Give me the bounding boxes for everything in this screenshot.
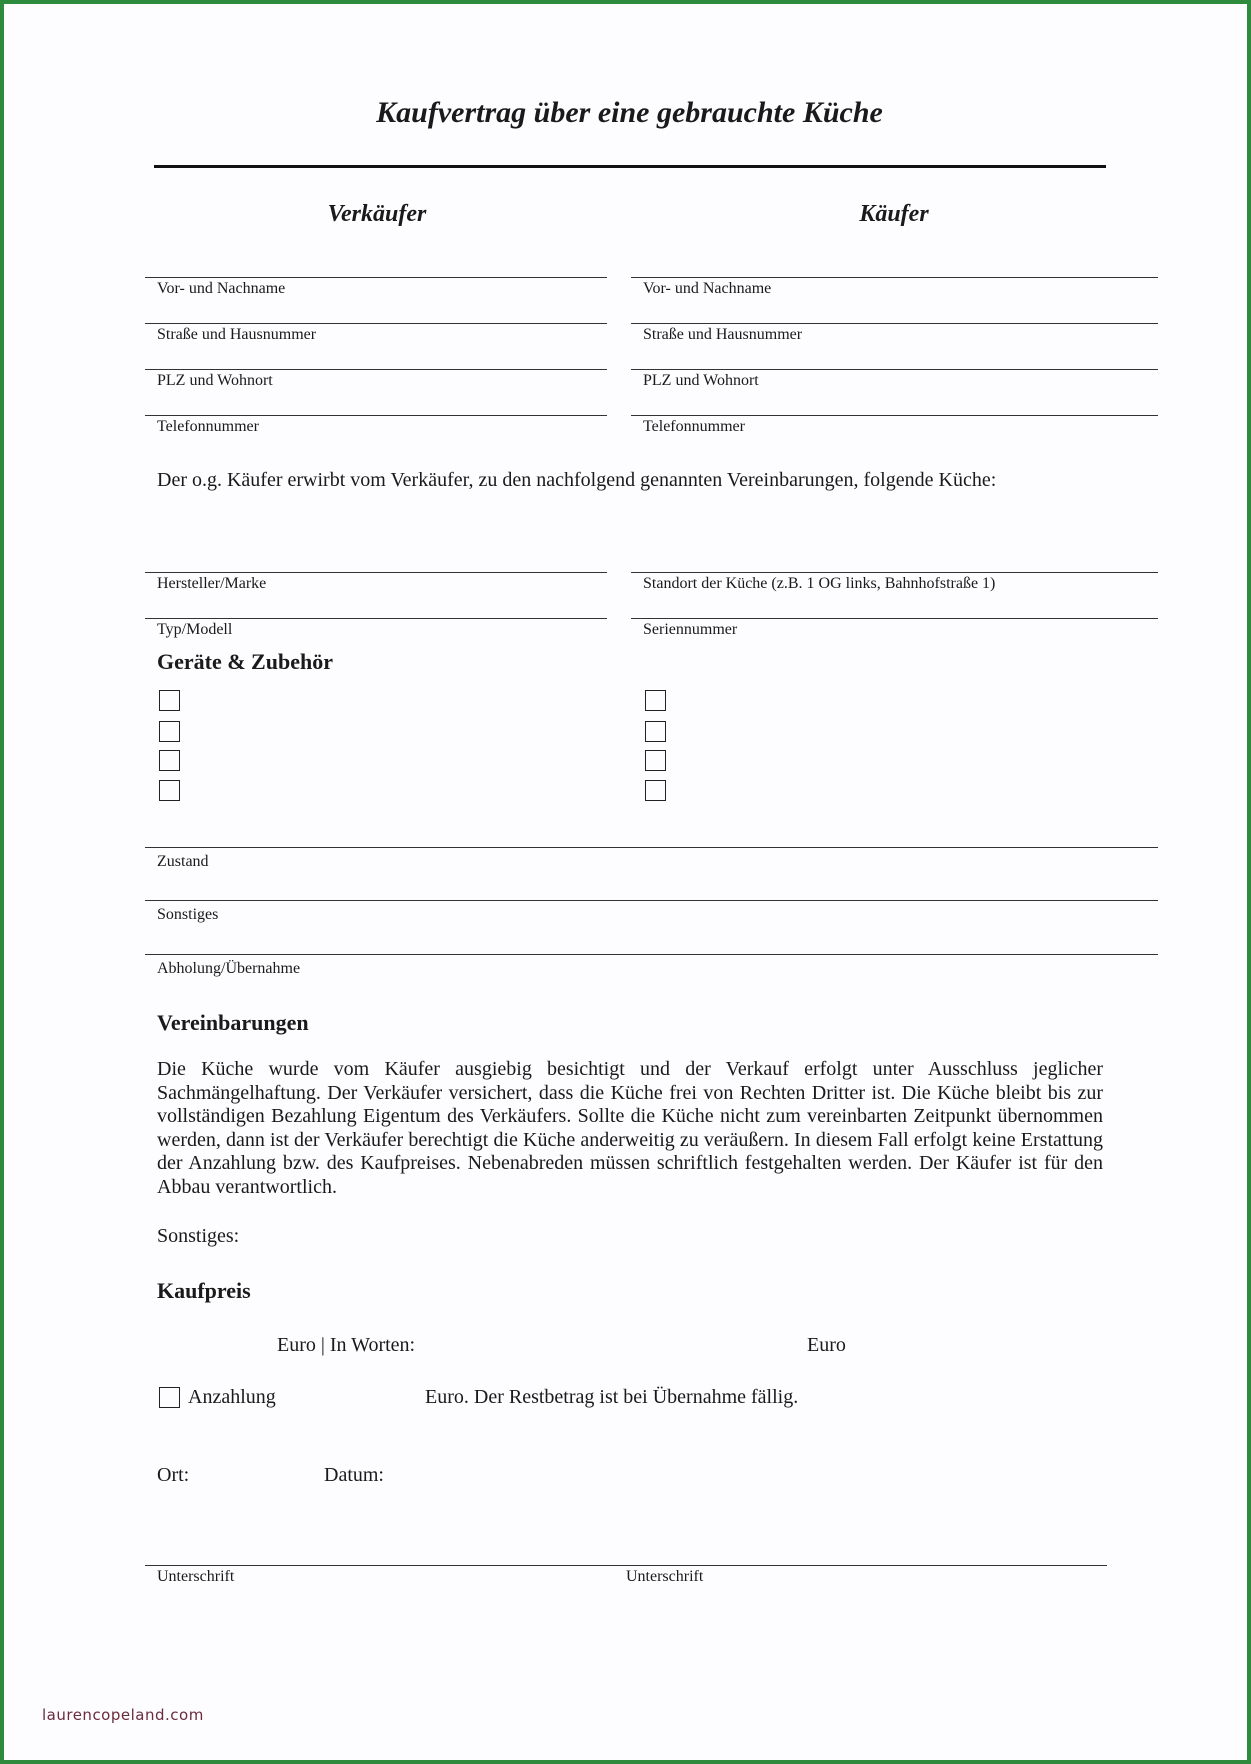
watermark: laurencopeland.com: [42, 1706, 204, 1724]
accessory-checkbox-right-3[interactable]: [645, 750, 666, 771]
accessory-checkbox-right-1[interactable]: [645, 690, 666, 711]
seller-city-label: PLZ und Wohnort: [157, 372, 273, 389]
model-label: Typ/Modell: [157, 621, 233, 638]
accessory-checkbox-left-4[interactable]: [159, 780, 180, 801]
deposit-checkbox[interactable]: [159, 1387, 180, 1408]
pickup-label: Abholung/Übernahme: [157, 960, 301, 977]
seller-heading: Verkäufer: [327, 201, 427, 227]
brand-label: Hersteller/Marke: [157, 575, 267, 592]
price-euro-words-label: Euro | In Worten:: [277, 1334, 416, 1356]
signature-line[interactable]: [145, 1565, 1107, 1566]
serial-label: Seriennummer: [643, 621, 738, 638]
brand-line[interactable]: [145, 572, 607, 573]
other-label: Sonstiges:: [157, 1225, 240, 1247]
deposit-label: Anzahlung: [188, 1386, 276, 1408]
buyer-street-label: Straße und Hausnummer: [643, 326, 803, 343]
accessory-checkbox-left-3[interactable]: [159, 750, 180, 771]
model-line[interactable]: [145, 618, 607, 619]
buyer-phone-label: Telefonnummer: [643, 418, 745, 435]
misc-label: Sonstiges: [157, 906, 219, 923]
condition-label: Zustand: [157, 853, 209, 870]
seller-name-line[interactable]: [145, 277, 607, 278]
price-heading: Kaufpreis: [157, 1278, 251, 1303]
intro-text: Der o.g. Käufer erwirbt vom Verkäufer, zu den nachfolgend genannten Vereinbarungen, folgende Küche:: [157, 469, 997, 491]
seller-city-line[interactable]: [145, 369, 607, 370]
accessory-checkbox-left-2[interactable]: [159, 721, 180, 742]
serial-line[interactable]: [631, 618, 1158, 619]
date-label: Datum:: [324, 1464, 384, 1486]
buyer-signature-label: Unterschrift: [626, 1568, 704, 1585]
buyer-city-line[interactable]: [631, 369, 1158, 370]
deposit-note: Euro. Der Restbetrag ist bei Übernahme fällig.: [425, 1386, 799, 1408]
accessory-checkbox-right-2[interactable]: [645, 721, 666, 742]
accessory-checkbox-left-1[interactable]: [159, 690, 180, 711]
buyer-city-label: PLZ und Wohnort: [643, 372, 759, 389]
seller-signature-label: Unterschrift: [157, 1568, 235, 1585]
agreements-heading: Vereinbarungen: [157, 1010, 309, 1035]
buyer-street-line[interactable]: [631, 323, 1158, 324]
condition-line[interactable]: [145, 847, 1158, 848]
buyer-name-label: Vor- und Nachname: [643, 280, 772, 297]
misc-line[interactable]: [145, 900, 1158, 901]
seller-phone-label: Telefonnummer: [157, 418, 259, 435]
seller-street-label: Straße und Hausnummer: [157, 326, 317, 343]
accessory-checkbox-right-4[interactable]: [645, 780, 666, 801]
accessories-heading: Geräte & Zubehör: [157, 649, 333, 674]
buyer-heading: Käufer: [859, 201, 929, 227]
agreements-text: Die Küche wurde vom Käufer ausgiebig besichtigt und der Verkauf erfolgt unter Ausschluss jeglicher Sachmängelhaftung. Der Verkäufer versichert, dass die Küche frei von Rechten Dritter ist. Die Küche bleibt bis zur vollständigen Bezahlung Eigentum des Verkäufers. Sollte die Küche nicht zum vereinbarten Zeitpunkt übernommen werden, dann ist der Verkäufer berechtigt die Küche anderweitig zu veräußern. In diesem Fall erfolgt keine Erstattung der Anzahlung bzw. des Kaufpreises. Nebenabreden müssen schriftlich festgehalten werden. Der Käufer ist für den Abbau verantwortlich.: [157, 1058, 1103, 1198]
seller-street-line[interactable]: [145, 323, 607, 324]
document-title: Kaufvertrag über eine gebrauchte Küche: [376, 96, 883, 129]
place-label: Ort:: [157, 1464, 190, 1486]
title-divider: [154, 165, 1106, 168]
buyer-name-line[interactable]: [631, 277, 1158, 278]
buyer-phone-line[interactable]: [631, 415, 1158, 416]
location-label: Standort der Küche (z.B. 1 OG links, Bahnhofstraße 1): [643, 575, 996, 592]
pickup-line[interactable]: [145, 954, 1158, 955]
seller-name-label: Vor- und Nachname: [157, 280, 286, 297]
location-line[interactable]: [631, 572, 1158, 573]
seller-phone-line[interactable]: [145, 415, 607, 416]
price-euro-label: Euro: [807, 1334, 846, 1356]
